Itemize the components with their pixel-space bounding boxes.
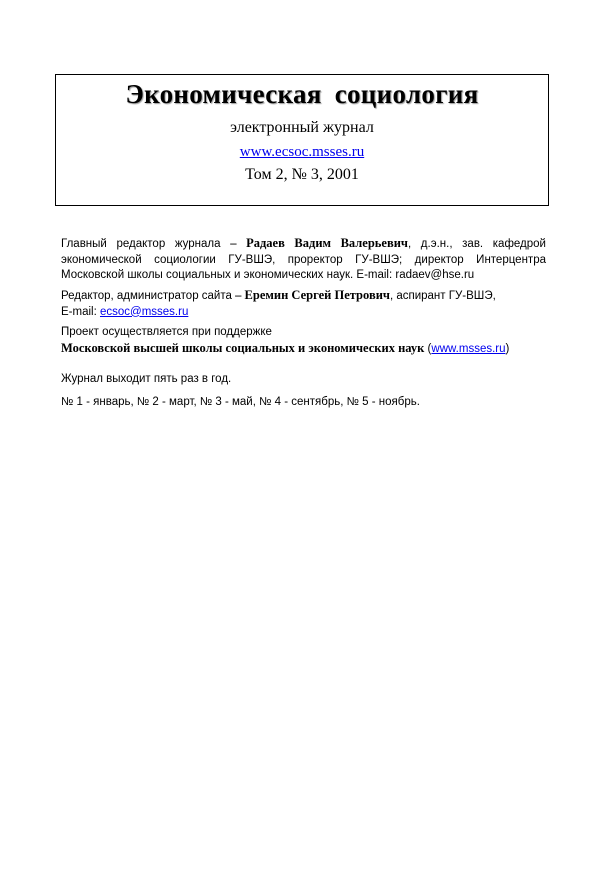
support-open-paren: ( bbox=[424, 342, 432, 355]
support-close-paren: ) bbox=[505, 342, 510, 355]
support-org: Московской высшей школы социальных и экономических наук bbox=[61, 340, 425, 355]
editor-paragraph bbox=[61, 288, 546, 320]
chief-editor-paragraph bbox=[61, 236, 546, 284]
editor-details: , аспирант ГУ-ВШЭ, bbox=[389, 290, 496, 302]
journal-header-box bbox=[55, 74, 549, 206]
journal-subtitle: электронный журнал bbox=[230, 119, 374, 136]
support-paragraph bbox=[61, 325, 546, 357]
editor-prefix: Редактор, администратор сайта bbox=[61, 290, 236, 302]
journal-website bbox=[56, 144, 548, 161]
frequency-text: Журнал выходит пять раз в год. bbox=[61, 373, 232, 385]
editor-dash: – bbox=[235, 288, 242, 302]
journal-website-link[interactable]: www.ecsoc.msses.ru bbox=[239, 144, 365, 160]
support-line: Проект осуществляется при поддержке bbox=[61, 326, 272, 338]
schedule-text: № 1 - январь, № 2 - март, № 3 - май, № 4 - сентябрь, № 5 - ноябрь. bbox=[61, 396, 420, 408]
chief-editor-dash: – bbox=[230, 236, 237, 250]
chief-editor-name: Радаев Вадим Валерьевич bbox=[246, 236, 408, 250]
issue-info: Том 2, № 3, 2001 bbox=[245, 166, 359, 183]
chief-editor-prefix: Главный редактор журнала bbox=[61, 238, 231, 250]
journal-title: Экономическая социология bbox=[125, 79, 479, 109]
chief-editor-details: , д.э.н., зав. кафедрой экономической социологии ГУ-ВШЭ, проректор ГУ-ВШЭ; директор Интерцентра Московской школы социальных и экономических наук. E-mail: radaev@hse.ru bbox=[61, 238, 546, 281]
support-website-link[interactable]: www.msses.ru bbox=[431, 342, 506, 355]
editor-email-label: E-mail: bbox=[61, 305, 100, 318]
editor-name: Еремин Сергей Петрович bbox=[244, 288, 390, 302]
editor-email-link[interactable]: ecsoc@msses.ru bbox=[99, 305, 189, 318]
